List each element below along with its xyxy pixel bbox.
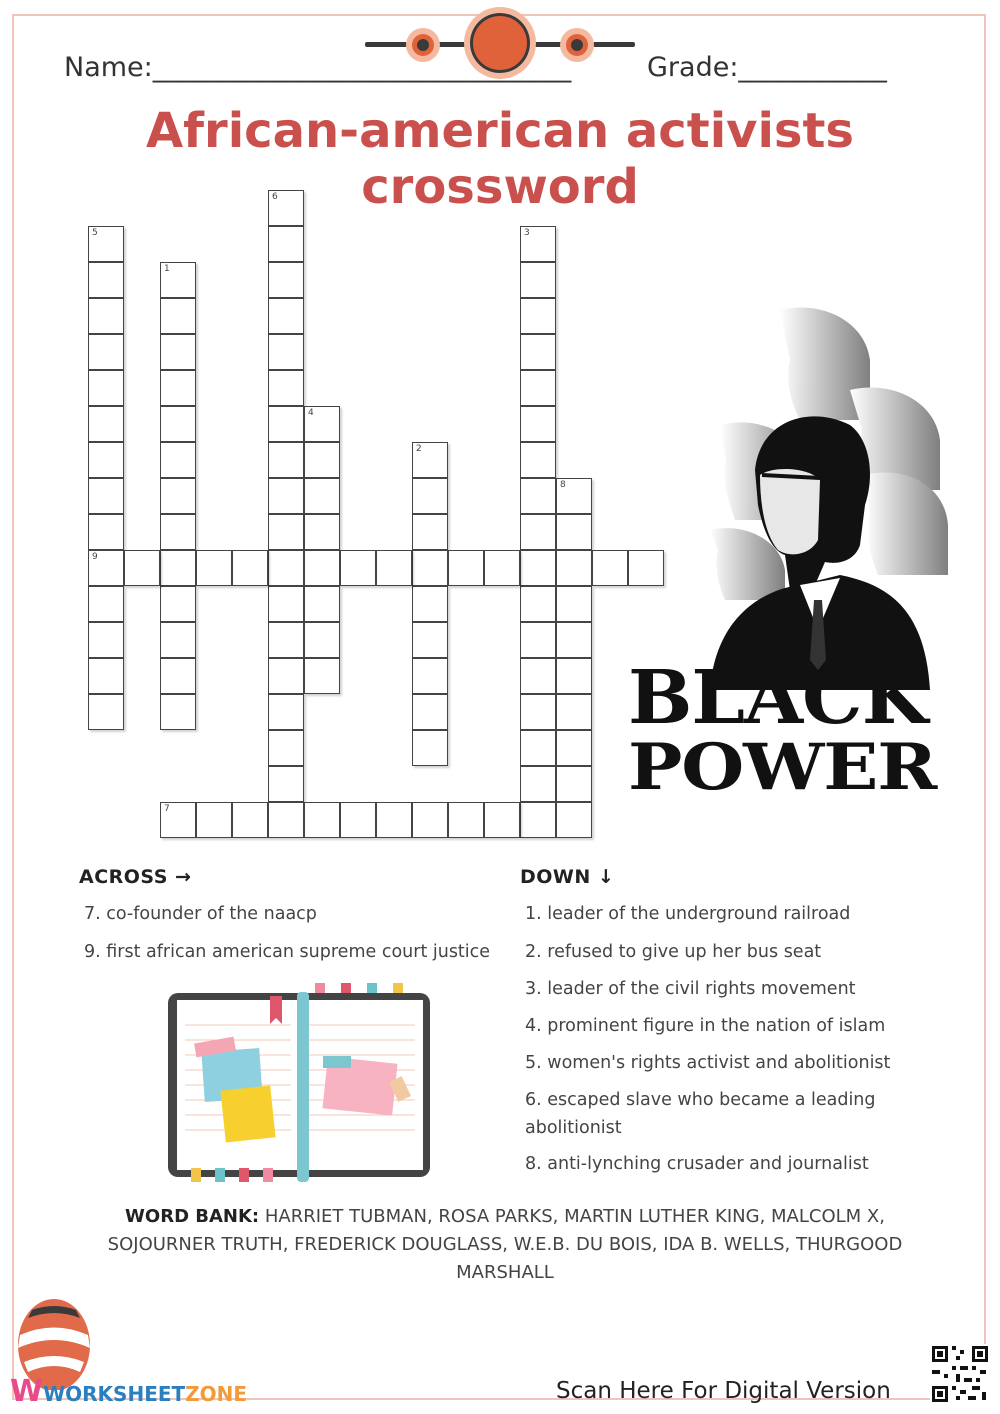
crossword-cell[interactable]: [412, 586, 448, 622]
crossword-cell[interactable]: [520, 298, 556, 334]
crossword-cell[interactable]: [160, 370, 196, 406]
crossword-cell[interactable]: [556, 478, 592, 514]
crossword-cell[interactable]: [556, 658, 592, 694]
crossword-cell[interactable]: [340, 802, 376, 838]
crossword-cell[interactable]: [268, 442, 304, 478]
crossword-cell[interactable]: [88, 406, 124, 442]
qr-code-icon[interactable]: [930, 1344, 990, 1404]
crossword-cell[interactable]: [412, 622, 448, 658]
crossword-cell[interactable]: [160, 658, 196, 694]
crossword-cell[interactable]: [520, 550, 556, 586]
crossword-cell[interactable]: [520, 442, 556, 478]
crossword-cell[interactable]: [124, 550, 160, 586]
clue-number: 3: [524, 228, 530, 238]
crossword-cell[interactable]: [484, 802, 520, 838]
crossword-cell[interactable]: [88, 550, 124, 586]
crossword-cell[interactable]: [88, 334, 124, 370]
crossword-cell[interactable]: [160, 442, 196, 478]
crossword-cell[interactable]: [268, 550, 304, 586]
scan-digital-version-text: Scan Here For Digital Version: [556, 1378, 891, 1404]
crossword-cell[interactable]: [88, 586, 124, 622]
crossword-cell[interactable]: [268, 766, 304, 802]
crossword-cell[interactable]: [412, 730, 448, 766]
logo-zone-text: ZONE: [185, 1382, 248, 1406]
crossword-cell[interactable]: [556, 802, 592, 838]
clue-number: 4: [308, 408, 314, 418]
word-bank: [70, 1203, 940, 1287]
crossword-cell[interactable]: [196, 802, 232, 838]
down-clue: 1. leader of the underground railroad: [525, 904, 851, 924]
crossword-cell[interactable]: [520, 226, 556, 262]
crossword-cell[interactable]: [268, 190, 304, 226]
black-power-text-line1: BLACK: [628, 655, 927, 741]
crossword-cell[interactable]: [268, 586, 304, 622]
crossword-cell[interactable]: [304, 802, 340, 838]
crossword-cell[interactable]: [520, 730, 556, 766]
clue-number: 1: [164, 264, 170, 274]
crossword-cell[interactable]: [160, 478, 196, 514]
word-bank-label: WORD BANK:: [125, 1206, 260, 1227]
crossword-cell[interactable]: [88, 658, 124, 694]
crossword-cell[interactable]: [412, 658, 448, 694]
crossword-cell[interactable]: [268, 478, 304, 514]
crossword-cell[interactable]: [304, 586, 340, 622]
clue-number: 6: [272, 192, 278, 202]
crossword-cell[interactable]: [520, 370, 556, 406]
crossword-cell[interactable]: [160, 694, 196, 730]
black-power-text-line2: POWER: [628, 730, 937, 805]
crossword-cell[interactable]: [412, 442, 448, 478]
crossword-cell[interactable]: [160, 550, 196, 586]
crossword-cell[interactable]: [88, 478, 124, 514]
crossword-cell[interactable]: [520, 334, 556, 370]
crossword-cell[interactable]: [556, 622, 592, 658]
crossword-cell[interactable]: [376, 802, 412, 838]
crossword-cell[interactable]: [268, 226, 304, 262]
crossword-cell[interactable]: [232, 802, 268, 838]
crossword-cell[interactable]: [412, 514, 448, 550]
crossword-cell[interactable]: [268, 622, 304, 658]
crossword-cell[interactable]: [520, 478, 556, 514]
activist-portrait-illustration: [690, 300, 960, 690]
crossword-cell[interactable]: [304, 622, 340, 658]
crossword-cell[interactable]: [268, 658, 304, 694]
crossword-cell[interactable]: [268, 694, 304, 730]
crossword-cell[interactable]: [304, 514, 340, 550]
crossword-cell[interactable]: [520, 514, 556, 550]
crossword-cell[interactable]: [88, 370, 124, 406]
word-bank-words: HARRIET TUBMAN, ROSA PARKS, MARTIN LUTHER KING, MALCOLM X, SOJOURNER TRUTH, FREDERICK DOUGLASS, W.E.B. DU BOIS, IDA B. WELLS, THURGOOD MARSHALL: [107, 1206, 903, 1283]
crossword-cell[interactable]: [520, 766, 556, 802]
grade-field[interactable]: Grade:___________: [647, 52, 887, 83]
crossword-cell[interactable]: [160, 802, 196, 838]
crossword-cell[interactable]: [304, 478, 340, 514]
crossword-cell[interactable]: [268, 370, 304, 406]
crossword-cell[interactable]: [412, 478, 448, 514]
crossword-cell[interactable]: [304, 550, 340, 586]
across-clue: 9. first african american supreme court justice: [84, 942, 491, 962]
crossword-cell[interactable]: [268, 262, 304, 298]
crossword-cell[interactable]: [304, 658, 340, 694]
crossword-cell[interactable]: [268, 334, 304, 370]
crossword-cell[interactable]: [412, 802, 448, 838]
crossword-cell[interactable]: [376, 550, 412, 586]
crossword-cell[interactable]: [268, 298, 304, 334]
crossword-cell[interactable]: [520, 406, 556, 442]
crossword-cell[interactable]: [556, 694, 592, 730]
notebook-illustration: [165, 980, 435, 1190]
worksheetzone-logo[interactable]: [10, 1374, 247, 1409]
down-clue: 4. prominent figure in the nation of islam: [525, 1016, 886, 1036]
crossword-cell[interactable]: [88, 694, 124, 730]
crossword-cell[interactable]: [556, 550, 592, 586]
crossword-cell[interactable]: [412, 550, 448, 586]
crossword-cell[interactable]: [556, 514, 592, 550]
clue-number: 7: [164, 804, 170, 814]
crossword-cell[interactable]: [160, 334, 196, 370]
down-clue: 3. leader of the civil rights movement: [525, 979, 856, 999]
crossword-cell[interactable]: [592, 550, 628, 586]
crossword-cell[interactable]: [160, 622, 196, 658]
crossword-cell[interactable]: [484, 550, 520, 586]
crossword-cell[interactable]: [88, 622, 124, 658]
crossword-cell[interactable]: [448, 802, 484, 838]
crossword-cell[interactable]: [160, 514, 196, 550]
crossword-cell[interactable]: [556, 766, 592, 802]
crossword-cell[interactable]: [268, 730, 304, 766]
crossword-cell[interactable]: [520, 262, 556, 298]
down-clue: 5. women's rights activist and abolitionist: [525, 1053, 891, 1073]
crossword-cell[interactable]: [232, 550, 268, 586]
across-clue: 7. co-founder of the naacp: [84, 904, 317, 924]
crossword-cell[interactable]: [160, 262, 196, 298]
clue-number: 5: [92, 228, 98, 238]
crossword-cell[interactable]: [88, 262, 124, 298]
crossword-cell[interactable]: [520, 802, 556, 838]
crossword-cell[interactable]: [160, 586, 196, 622]
down-clue: 8. anti-lynching crusader and journalist: [525, 1154, 869, 1174]
clue-number: 2: [416, 444, 422, 454]
crossword-cell[interactable]: [196, 550, 232, 586]
crossword-cell[interactable]: [268, 406, 304, 442]
crossword-cell[interactable]: [268, 514, 304, 550]
crossword-cell[interactable]: [88, 226, 124, 262]
logo-worksheet-text: WORKSHEET: [43, 1382, 186, 1406]
crossword-cell[interactable]: [520, 586, 556, 622]
crossword-cell[interactable]: [88, 514, 124, 550]
crossword-cell[interactable]: [160, 406, 196, 442]
clue-number: 9: [92, 552, 98, 562]
down-clue: 6. escaped slave who became a leading abolitionist: [525, 1090, 876, 1138]
crossword-cell[interactable]: [160, 298, 196, 334]
crossword-cell[interactable]: [520, 622, 556, 658]
crossword-cell[interactable]: [520, 694, 556, 730]
down-clue: 2. refused to give up her bus seat: [525, 942, 822, 962]
crossword-cell[interactable]: [304, 442, 340, 478]
crossword-cell[interactable]: [556, 730, 592, 766]
crossword-cell[interactable]: [304, 406, 340, 442]
clue-number: 8: [560, 480, 566, 490]
name-field[interactable]: Name:_______________________________: [64, 52, 572, 83]
crossword-cell[interactable]: [340, 550, 376, 586]
worksheet-title: African-american activists crossword: [146, 103, 854, 215]
crossword-cell[interactable]: [268, 802, 304, 838]
crossword-cell[interactable]: [520, 658, 556, 694]
crossword-cell[interactable]: [88, 442, 124, 478]
crossword-cell[interactable]: [88, 298, 124, 334]
crossword-cell[interactable]: [448, 550, 484, 586]
crossword-cell[interactable]: [556, 586, 592, 622]
crossword-cell[interactable]: [412, 694, 448, 730]
logo-w-icon: W: [10, 1374, 44, 1409]
crossword-cell[interactable]: [628, 550, 664, 586]
down-heading: DOWN ↓: [520, 866, 615, 888]
across-heading: ACROSS →: [79, 866, 192, 888]
